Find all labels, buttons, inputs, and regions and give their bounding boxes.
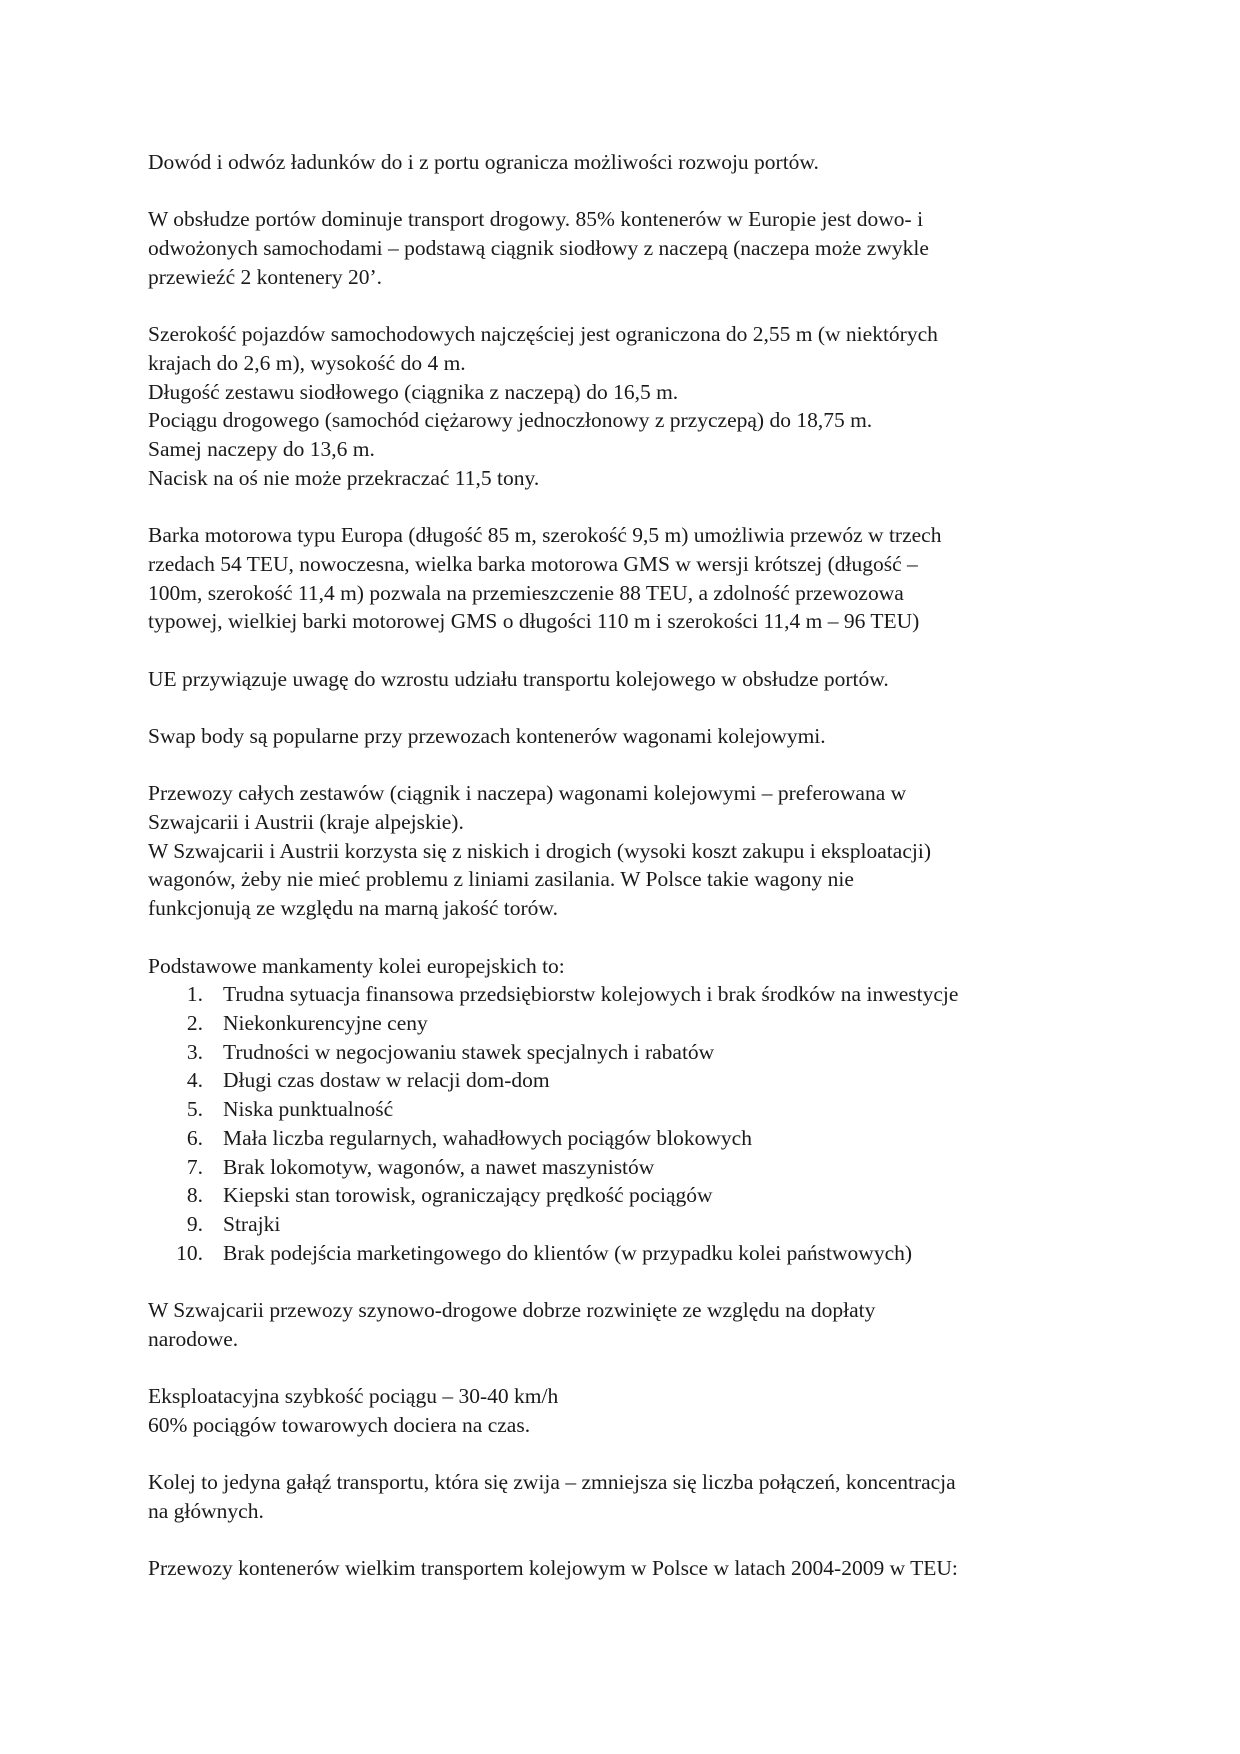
list-item — [148, 980, 1108, 1009]
text-line: rzedach 54 TEU, nowoczesna, wielka barka motorowa GMS w wersji krótszej (długość – — [148, 551, 918, 576]
text-line: Swap body są popularne przy przewozach kontenerów wagonami kolejowymi. — [148, 723, 826, 748]
text-line: funkcjonują ze względu na marną jakość torów. — [148, 896, 558, 921]
text-line: Szerokość pojazdów samochodowych najczęściej jest ograniczona do 2,55 m (w niektórych — [148, 322, 938, 347]
text-line: 60% pociągów towarowych dociera na czas. — [148, 1412, 531, 1437]
list-item-text: Mała liczba regularnych, wahadłowych pociągów blokowych — [223, 1125, 752, 1150]
list-number: 9. — [186, 1211, 203, 1236]
list-item — [148, 1153, 1108, 1182]
text-line: Eksploatacyjna szybkość pociągu – 30-40 km/h — [148, 1384, 559, 1409]
weakness-list — [148, 980, 1108, 1267]
list-item — [148, 1210, 1108, 1239]
list-item-text: Brak lokomotyw, wagonów, a nawet maszynistów — [223, 1154, 655, 1179]
section-rail-weaknesses — [148, 952, 1108, 1268]
text-line: Przewozy kontenerów wielkim transportem kolejowym w Polsce w latach 2004-2009 w TEU: — [148, 1556, 958, 1581]
text-line: Szwajcarii i Austrii (kraje alpejskie). — [148, 810, 464, 835]
list-number: 8. — [186, 1183, 203, 1208]
list-item-text: Strajki — [223, 1211, 281, 1236]
list-number: 7. — [186, 1154, 203, 1179]
text-line: W Szwajcarii przewozy szynowo-drogowe dobrze rozwinięte ze względu na dopłaty — [148, 1298, 876, 1322]
text-line: Nacisk na oś nie może przekraczać 11,5 tony. — [148, 465, 540, 490]
list-number: 1. — [186, 982, 203, 1007]
paragraph-rolling-road — [148, 779, 1108, 923]
paragraph-swap-body — [148, 722, 1108, 751]
paragraph-port-access — [148, 148, 1108, 177]
list-number: 4. — [186, 1068, 203, 1093]
text-line: Pociągu drogowego (samochód ciężarowy jednoczłonowy z przyczepą) do 18,75 m. — [148, 408, 873, 433]
paragraph-rail-decline — [148, 1468, 1108, 1525]
text-line: Długość zestawu siodłowego (ciągnika z naczepą) do 16,5 m. — [148, 379, 679, 404]
paragraph-eu-rail — [148, 665, 1108, 694]
paragraph-train-speed — [148, 1382, 1108, 1439]
list-item-text: Trudności w negocjowaniu stawek specjalnych i rabatów — [223, 1039, 715, 1064]
paragraph-barges — [148, 521, 1108, 636]
list-number: 3. — [186, 1039, 203, 1064]
list-item — [148, 1181, 1108, 1210]
list-item-text: Brak podejścia marketingowego do klientów (w przypadku kolei państwowych) — [223, 1240, 913, 1265]
text-line: przewieźć 2 kontenery 20’. — [148, 264, 383, 289]
text-line: Przewozy całych zestawów (ciągnik i naczepa) wagonami kolejowymi – preferowana w — [148, 781, 907, 806]
text-line: narodowe. — [148, 1326, 239, 1351]
text-line: Barka motorowa typu Europa (długość 85 m, szerokość 9,5 m) umożliwia przewóz w trzech — [148, 523, 942, 548]
list-item-text: Niska punktualność — [223, 1097, 394, 1122]
text-line: wagonów, żeby nie mieć problemu z liniami zasilania. W Polsce takie wagony nie — [148, 867, 854, 892]
list-number: 5. — [186, 1097, 203, 1122]
list-item — [148, 1239, 1108, 1268]
text-line: typowej, wielkiej barki motorowej GMS o długości 110 m i szerokości 11,4 m – 96 TEU) — [148, 609, 920, 634]
text-line: W obsłudze portów dominuje transport drogowy. 85% kontenerów w Europie jest dowo- i — [148, 207, 924, 232]
list-item-text: Długi czas dostaw w relacji dom-dom — [223, 1068, 550, 1093]
text-line: odwożonych samochodami – podstawą ciągnik siodłowy z naczepą (naczepa może zwykle — [148, 236, 929, 261]
text-line: Kolej to jedyna gałąź transportu, która się zwija – zmniejsza się liczba połączeń, koncentracja — [148, 1470, 956, 1495]
list-item-text: Niekonkurencyjne ceny — [223, 1010, 428, 1035]
text-line: Dowód i odwóz ładunków do i z portu ogranicza możliwości rozwoju portów. — [148, 150, 819, 174]
text-line: Samej naczepy do 13,6 m. — [148, 437, 375, 461]
paragraph-swiss-subsidies — [148, 1296, 1108, 1353]
list-item-text: Kiepski stan torowisk, ograniczający prędkość pociągów — [223, 1183, 713, 1208]
list-number: 10. — [176, 1240, 203, 1265]
list-item — [148, 1038, 1108, 1067]
list-item-text: Trudna sytuacja finansowa przedsiębiorstw kolejowych i brak środków na inwestycje — [223, 982, 959, 1007]
list-item — [148, 1009, 1108, 1038]
text-line: krajach do 2,6 m), wysokość do 4 m. — [148, 350, 466, 375]
list-item — [148, 1066, 1108, 1095]
text-line: W Szwajcarii i Austrii korzysta się z niskich i drogich (wysoki koszt zakupu i eksploatacji) — [148, 838, 931, 863]
paragraph-road-transport — [148, 205, 1108, 291]
document-page — [148, 148, 1108, 1612]
list-intro: Podstawowe mankamenty kolei europejskich to: — [148, 953, 565, 978]
list-number: 6. — [186, 1125, 203, 1150]
paragraph-vehicle-limits — [148, 320, 1108, 492]
text-line: UE przywiązuje uwagę do wzrostu udziału transportu kolejowego w obsłudze portów. — [148, 666, 889, 691]
list-item — [148, 1124, 1108, 1153]
text-line: na głównych. — [148, 1498, 264, 1523]
list-item — [148, 1095, 1108, 1124]
list-number: 2. — [186, 1010, 203, 1035]
text-line: 100m, szerokość 11,4 m) pozwala na przemieszczenie 88 TEU, a zdolność przewozowa — [148, 580, 904, 605]
paragraph-poland-containers — [148, 1554, 1108, 1583]
